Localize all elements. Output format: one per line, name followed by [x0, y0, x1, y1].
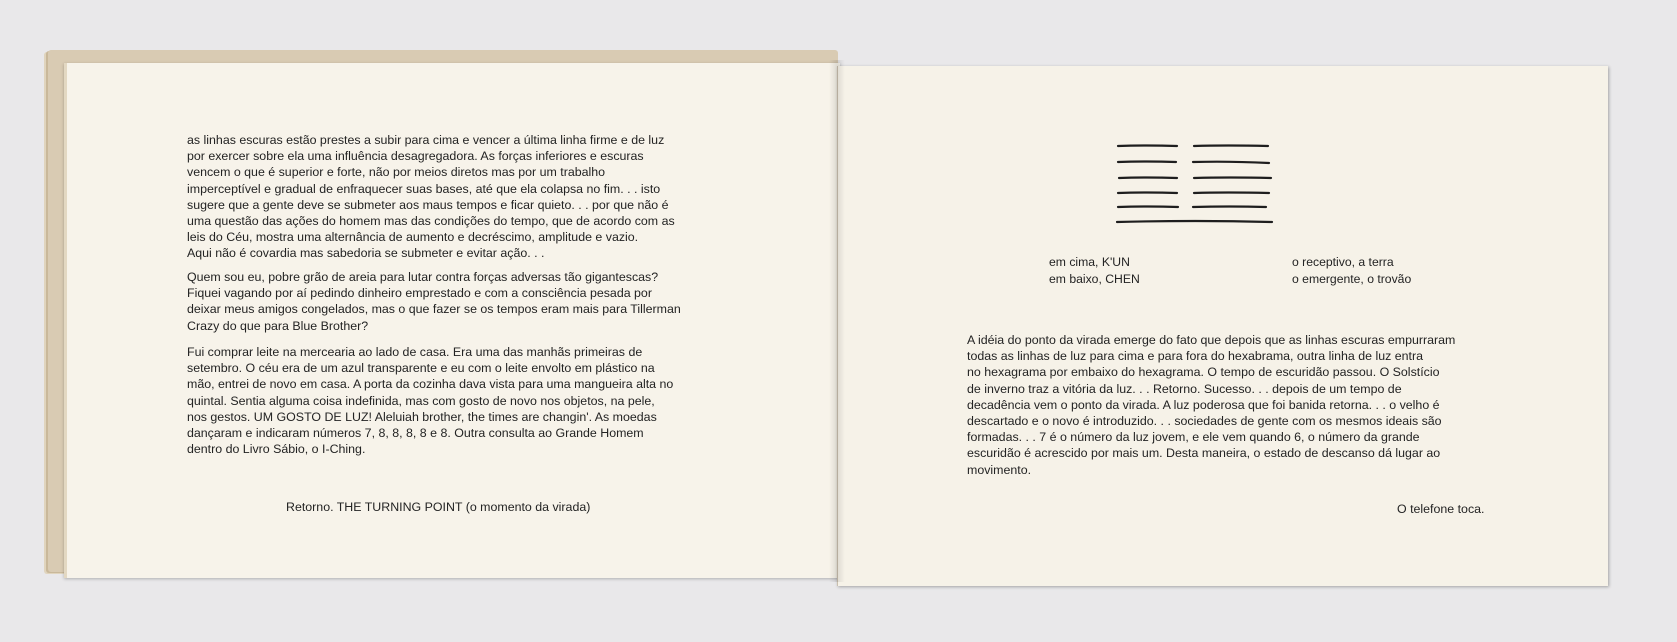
hexagram-line-2	[1118, 207, 1266, 208]
left-paragraph-3: Fui comprar leite na mercearia ao lado de casa. Era uma das manhãs primeiras de setembro. O céu era de um azul transparente e eu com o leite envolto em plástico na mão, entrei de novo em casa. A porta da cozinha dava vista para uma mangueira alta no quintal. Sentia alguma coisa indefinida, mas com gosto de novo nos objetos, na pele, nos gestos. UM GOSTO DE LUZ! Aleluiah brother, the times are changin'. As moedas dançaram e indicaram números 7, 8, 8, 8, 8 e 8. Outra consulta ao Grande Homem dentro do Livro Sábio, o I-Ching.	[187, 345, 674, 457]
lower-trigram-name: em baixo, CHEN	[1049, 272, 1140, 286]
hexagram-line-5	[1118, 162, 1269, 164]
turning-point-caption: Retorno. THE TURNING POINT (o momento da virada)	[286, 500, 591, 514]
left-paragraph-2: Quem sou eu, pobre grão de areia para lutar contra forças adversas tão gigantescas? Fiquei vagando por aí pedindo dinheiro emprestado e com a consciência pesada por deixar meus amigos congelados, mas o que fazer se os tempos eram mais para Tillerman Crazy do que para Blue Brother?	[187, 270, 681, 333]
hexagram-line-3	[1118, 193, 1269, 194]
upper-trigram-attribute: o receptivo, a terra	[1292, 255, 1394, 269]
hexagram-line-4	[1119, 178, 1271, 179]
lower-trigram-attribute: o emergente, o trovão	[1292, 272, 1412, 286]
hexagram-line-1	[1117, 221, 1272, 222]
book-gutter	[829, 60, 845, 582]
closing-line: O telefone toca.	[1397, 502, 1485, 516]
left-paragraph-1: as linhas escuras estão prestes a subir para cima e vencer a última linha firme e de luz por exercer sobre ela uma influência desagregadora. As forças inferiores e escuras vencem o que é superior e forte, não por meios diretos mas por um trabalho imperceptível e gradual de enfraquecer suas bases, até que ela colapsa no fim. . . isto sugere que a gente deve se submeter aos maus tempos e ficar quieto. . . por que não é uma questão das ações do homem mas das condições do tempo, que de acordo com as leis do Céu, mostra uma alternância de aumento e decréscimo, amplitude e vazio. Aqui não é covardia mas sabedoria se submeter e evitar ação. . .	[187, 133, 675, 261]
hexagram-line-6	[1118, 146, 1268, 147]
hexagram-icon	[1116, 140, 1276, 230]
upper-trigram-name: em cima, K'UN	[1049, 255, 1130, 269]
right-paragraph: A idéia do ponto da virada emerge do fato que depois que as linhas escuras empurraram todas as linhas de luz para cima e para fora do hexabrama, outra linha de luz entra no hexagrama por embaixo do hexagrama. O tempo de escuridão passou. O Solstício de inverno traz a vitória da luz. . . Retorno. Sucesso. . . depois de um tempo de decadência vem o ponto da virada. A luz poderosa que foi banida retorna. . . o velho é descartado e o novo é introduzido. . . sociedades de gente com os mesmos ideais são formadas. . . 7 é o número da luz jovem, e ele vem quando 6, o número da grande escuridão é acrescido por mais um. Desta maneira, o estado de descanso dá lugar ao movimento.	[967, 333, 1456, 477]
